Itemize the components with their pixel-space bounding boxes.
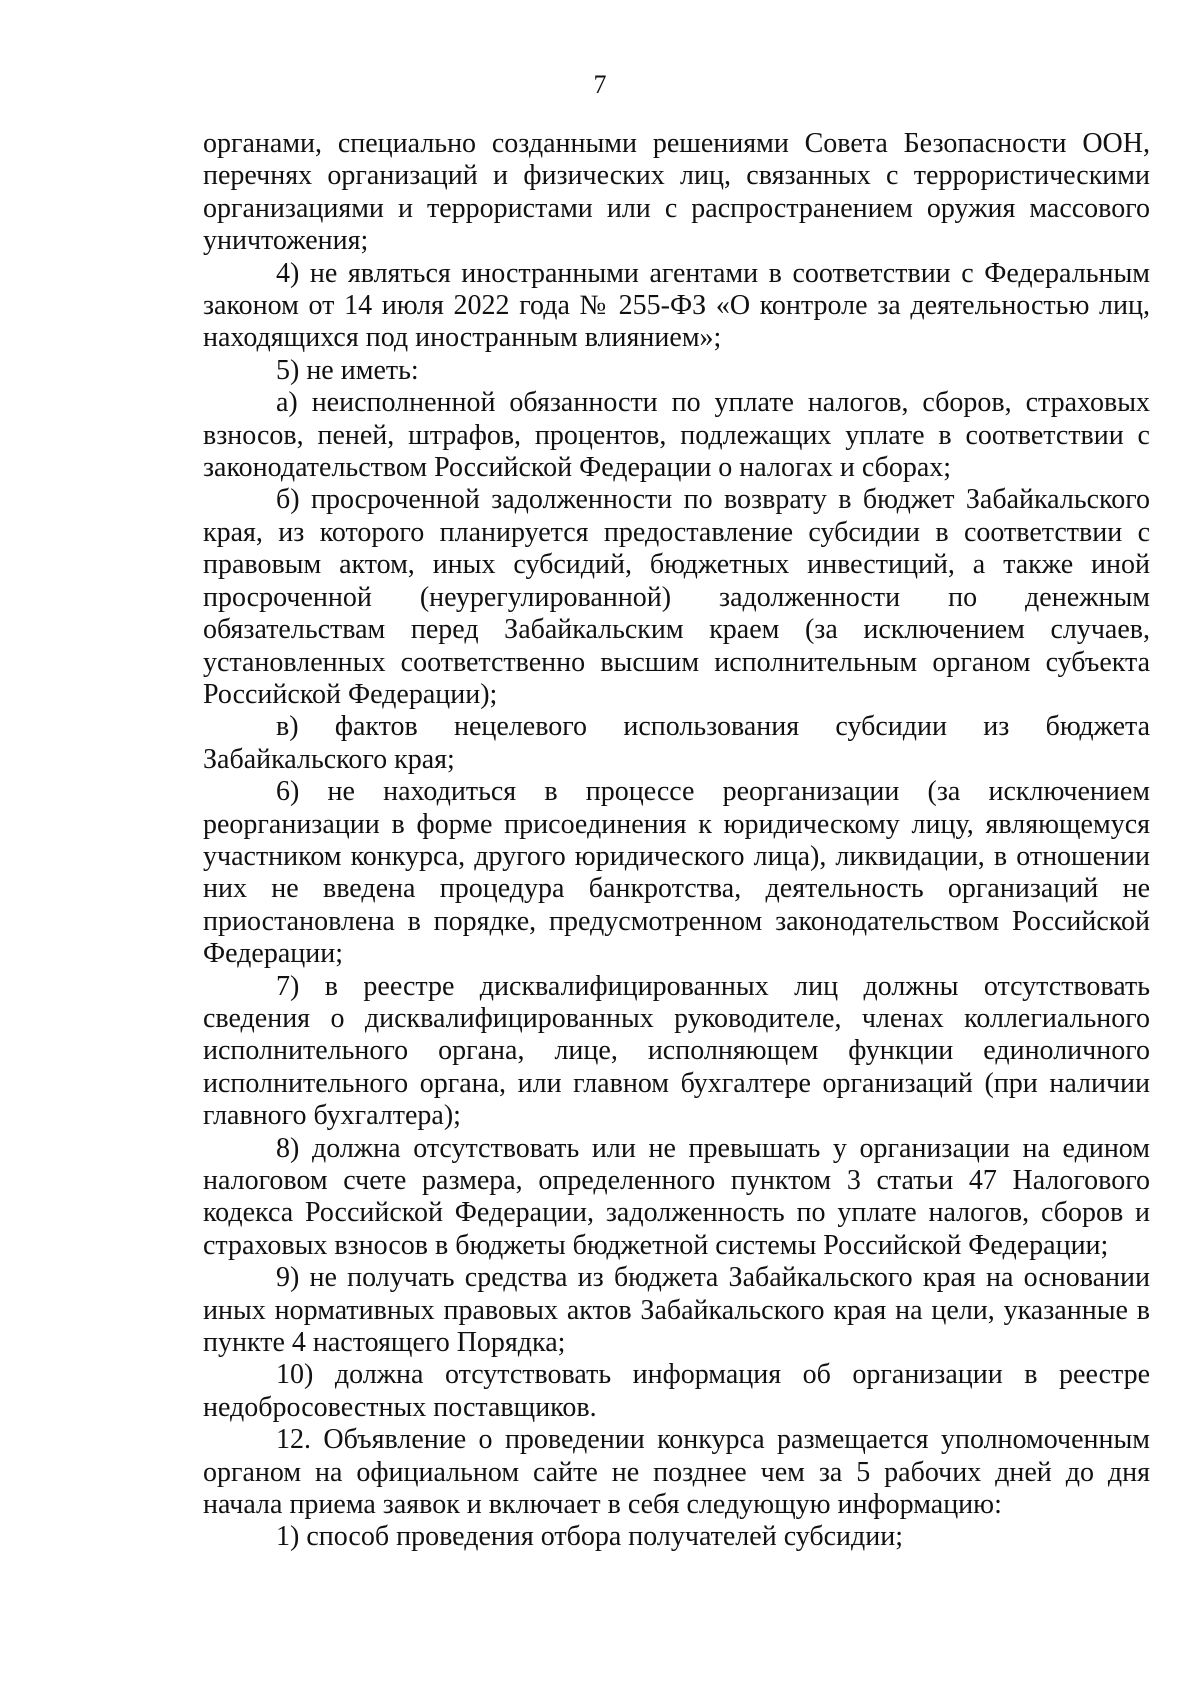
paragraph-item-9: 9) не получать средства из бюджета Забайкальского края на основании иных нормативных правовых актов Забайкальского края на цели, указанные в пункте 4 настоящего Порядка;	[203, 1262, 1150, 1359]
document-body	[203, 128, 1150, 1554]
paragraph-subitem-a: а) неисполненной обязанности по уплате налогов, сборов, страховых взносов, пеней, штрафов, процентов, подлежащих уплате в соответствии с законодательством Российской Федерации о налогах и сборах;	[203, 387, 1150, 484]
paragraph-item-5: 5) не иметь:	[276, 354, 419, 386]
paragraph-section-12: 12. Объявление о проведении конкурса размещается уполномоченным органом на официальном сайте не позднее чем за 5 рабочих дней до дня начала приема заявок и включает в себя следующую информацию:	[203, 1424, 1150, 1521]
paragraph-item-7: 7) в реестре дисквалифицированных лиц должны отсутствовать сведения о дисквалифицированных руководителе, членах коллегиального исполнительного органа, лице, исполняющем функции единоличного исполнительного органа, или главном бухгалтере организаций (при наличии главного бухгалтера);	[203, 970, 1150, 1132]
paragraph-continuation: органами, специально созданными решениями Совета Безопасности ООН, перечнях организаций и физических лиц, связанных с террористическими организациями и террористами или с распространением оружия массового уничтожения;	[203, 128, 1150, 257]
paragraph-item-4: 4) не являться иностранными агентами в соответствии с Федеральным законом от 14 июля 2022 года № 255-ФЗ «О контроле за деятельностью лиц, находящихся под иностранным влиянием»;	[203, 257, 1150, 354]
paragraph-item-6: 6) не находиться в процессе реорганизации (за исключением реорганизации в форме присоединения к юридическому лицу, являющемуся участником конкурса, другого юридического лица), ликвидации, в отношении них не введена процедура банкротства, деятельность организаций не приостановлена в порядке, предусмотренном законодательством Российской Федерации;	[203, 776, 1150, 970]
paragraph-subitem-b: б) просроченной задолженности по возврату в бюджет Забайкальского края, из которого планируется предоставление субсидии в соответствии с правовым актом, иных субсидий, бюджетных инвестиций, а также иной просроченной (неурегулированной) задолженности по денежным обязательствам перед Забайкальским краем (за исключением случаев, установленных соответственно высшим исполнительным органом субъекта Российской Федерации);	[203, 484, 1150, 710]
paragraph-item-8: 8) должна отсутствовать или не превышать у организации на едином налоговом счете размера, определенного пунктом 3 статьи 47 Налогового кодекса Российской Федерации, задолженность по уплате налогов, сборов и страховых взносов в бюджеты бюджетной системы Российской Федерации;	[203, 1132, 1150, 1261]
page-number: 7	[593, 70, 607, 99]
paragraph-section-12-item-1: 1) способ проведения отбора получателей субсидии;	[276, 1521, 904, 1553]
paragraph-subitem-v: в) фактов нецелевого использования субсидии из бюджета Забайкальского края;	[203, 711, 1150, 775]
paragraph-item-10: 10) должна отсутствовать информация об организации в реестре недобросовестных поставщиков.	[203, 1359, 1150, 1423]
